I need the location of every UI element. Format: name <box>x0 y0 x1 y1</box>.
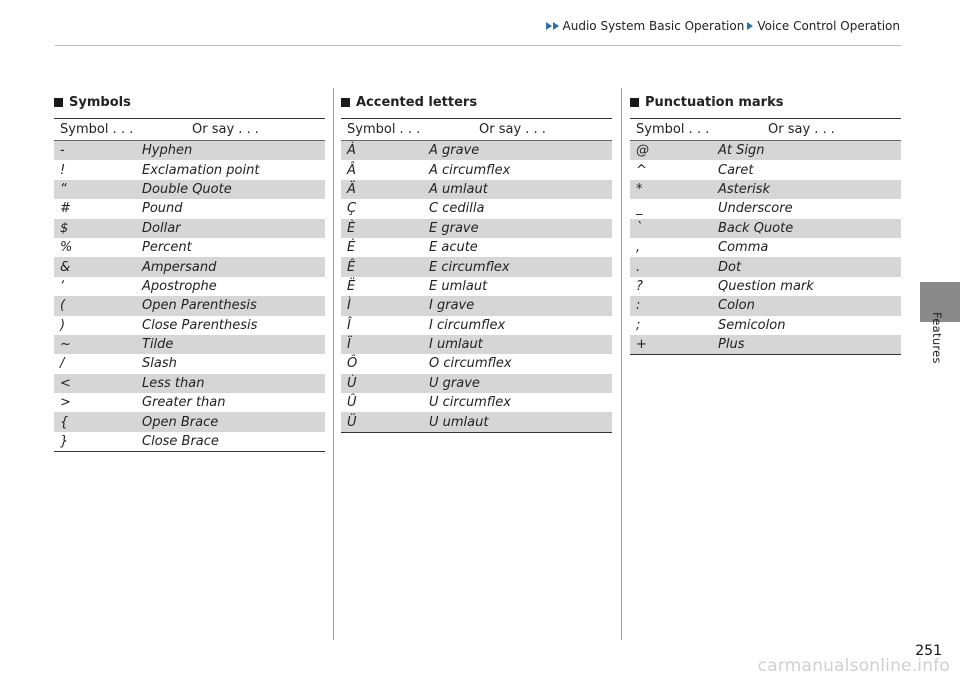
symbol-cell: Ù <box>347 375 357 391</box>
say-cell: Close Parenthesis <box>142 317 258 333</box>
say-cell: Apostrophe <box>142 278 217 294</box>
table-body <box>630 141 901 354</box>
arrow-icon <box>747 22 753 30</box>
say-cell: Percent <box>142 240 192 256</box>
say-cell: Greater than <box>142 395 226 411</box>
symbol-cell: * <box>636 181 643 197</box>
table-body <box>54 141 325 451</box>
symbol-cell: ^ <box>636 162 647 178</box>
say-cell: Less than <box>142 375 205 391</box>
table-row <box>341 219 612 238</box>
header-symbol: Symbol . . . <box>60 122 134 137</box>
symbol-cell: ? <box>636 278 643 294</box>
table-row <box>54 277 325 296</box>
table-row <box>54 354 325 373</box>
symbol-cell: Ç <box>347 201 357 217</box>
say-cell: A umlaut <box>429 181 488 197</box>
symbol-cell: { <box>60 414 69 430</box>
say-cell: Ampersand <box>142 259 217 275</box>
symbol-cell: ~ <box>60 337 71 353</box>
say-cell: E grave <box>429 220 479 236</box>
table-row <box>630 180 901 199</box>
say-cell: Semicolon <box>718 317 786 333</box>
symbol-cell: Ï <box>347 337 351 353</box>
table-row <box>54 257 325 276</box>
say-cell: A grave <box>429 143 480 159</box>
say-cell: Question mark <box>718 278 814 294</box>
table-row <box>630 219 901 238</box>
table-row <box>630 238 901 257</box>
arrow-icon <box>553 22 559 30</box>
table-row <box>54 160 325 179</box>
say-cell: Double Quote <box>142 181 232 197</box>
table-row <box>341 296 612 315</box>
table-row <box>341 160 612 179</box>
breadcrumb-item[interactable]: Audio System Basic Operation <box>562 19 745 33</box>
say-cell: E umlaut <box>429 278 488 294</box>
symbol-cell: % <box>60 240 73 256</box>
square-bullet-icon <box>54 98 63 107</box>
symbol-cell: Ë <box>347 278 356 294</box>
section-title <box>54 92 325 113</box>
square-bullet-icon <box>341 98 350 107</box>
say-cell: Back Quote <box>718 220 794 236</box>
say-cell: Exclamation point <box>142 162 260 178</box>
table-row <box>54 238 325 257</box>
symbols-table <box>54 118 325 452</box>
table-row <box>54 141 325 160</box>
symbol-cell: > <box>60 395 71 411</box>
table-row <box>630 316 901 335</box>
table-row <box>54 296 325 315</box>
accented-letters-table <box>341 118 612 433</box>
column-divider <box>333 88 334 640</box>
header-or-say: Or say . . . <box>768 122 835 137</box>
symbol-cell: # <box>60 201 71 217</box>
symbol-cell: Ì <box>347 298 351 314</box>
table-row <box>341 257 612 276</box>
table-row <box>630 277 901 296</box>
table-row <box>341 354 612 373</box>
table-row <box>630 199 901 218</box>
breadcrumb-item[interactable]: Voice Control Operation <box>757 19 900 33</box>
symbol-cell: Â <box>347 162 356 178</box>
say-cell: I umlaut <box>429 337 483 353</box>
symbol-cell: Ê <box>347 259 356 275</box>
section-title <box>630 92 901 113</box>
say-cell: Hyphen <box>142 143 193 159</box>
symbol-cell: Ô <box>347 356 358 372</box>
table-row <box>630 257 901 276</box>
table-row <box>630 160 901 179</box>
column-divider <box>621 88 622 640</box>
table-header <box>54 119 325 141</box>
symbol-cell: Ü <box>347 414 357 430</box>
punctuation-marks-section <box>630 92 901 355</box>
say-cell: Open Brace <box>142 414 219 430</box>
symbol-cell: Û <box>347 395 357 411</box>
symbol-cell: “ <box>60 181 67 197</box>
symbol-cell: ) <box>60 317 66 333</box>
say-cell: Plus <box>718 337 745 353</box>
section-title <box>341 92 612 113</box>
header-rule <box>55 45 901 46</box>
symbol-cell: À <box>347 143 356 159</box>
say-cell: C cedilla <box>429 201 485 217</box>
say-cell: Dot <box>718 259 742 275</box>
symbol-cell: ! <box>60 162 66 178</box>
say-cell: U circumflex <box>429 395 511 411</box>
section-title-text: Accented letters <box>356 95 478 110</box>
table-row <box>54 335 325 354</box>
symbol-cell: ‘ <box>60 278 65 294</box>
header-symbol: Symbol . . . <box>347 122 421 137</box>
say-cell: E circumflex <box>429 259 510 275</box>
symbol-cell: Ä <box>347 181 356 197</box>
symbol-cell: . <box>636 259 641 275</box>
say-cell: A circumflex <box>429 162 511 178</box>
symbol-cell: } <box>60 434 69 450</box>
table-row <box>341 412 612 431</box>
arrow-icon <box>546 22 552 30</box>
symbol-cell: ; <box>636 317 641 333</box>
say-cell: E acute <box>429 240 478 256</box>
table-row <box>54 316 325 335</box>
say-cell: Tilde <box>142 337 174 353</box>
table-row <box>341 238 612 257</box>
table-row <box>341 199 612 218</box>
say-cell: U grave <box>429 375 480 391</box>
table-row <box>54 180 325 199</box>
say-cell: Close Brace <box>142 434 219 450</box>
header-or-say: Or say . . . <box>192 122 259 137</box>
symbol-cell: È <box>347 220 356 236</box>
chapter-label: Features <box>930 312 944 364</box>
say-cell: U umlaut <box>429 414 489 430</box>
say-cell: Slash <box>142 356 177 372</box>
symbol-cell: + <box>636 337 647 353</box>
table-header <box>630 119 901 141</box>
page-number: 251 <box>915 643 942 659</box>
say-cell: Colon <box>718 298 755 314</box>
say-cell: Comma <box>718 240 769 256</box>
table-row <box>341 393 612 412</box>
table-row <box>54 412 325 431</box>
symbol-cell: < <box>60 375 71 391</box>
symbol-cell: , <box>636 240 641 256</box>
say-cell: Caret <box>718 162 754 178</box>
symbol-cell: : <box>636 298 641 314</box>
say-cell: Underscore <box>718 201 793 217</box>
symbol-cell: / <box>60 356 65 372</box>
say-cell: Dollar <box>142 220 181 236</box>
table-row <box>341 180 612 199</box>
table-row <box>54 432 325 451</box>
symbol-cell: ` <box>636 220 643 236</box>
punctuation-marks-table <box>630 118 901 355</box>
table-row <box>341 335 612 354</box>
say-cell: Asterisk <box>718 181 771 197</box>
symbol-cell: $ <box>60 220 69 236</box>
section-title-text: Symbols <box>69 95 131 110</box>
say-cell: At Sign <box>718 143 765 159</box>
breadcrumb <box>546 19 900 33</box>
symbol-cell: Î <box>347 317 351 333</box>
table-row <box>54 374 325 393</box>
table-row <box>54 199 325 218</box>
say-cell: Pound <box>142 201 183 217</box>
table-body <box>341 141 612 432</box>
symbol-cell: @ <box>636 143 649 159</box>
symbol-cell: É <box>347 240 356 256</box>
table-row <box>630 335 901 354</box>
table-row <box>341 277 612 296</box>
table-row <box>341 141 612 160</box>
table-row <box>341 316 612 335</box>
table-header <box>341 119 612 141</box>
symbol-cell: ( <box>60 298 66 314</box>
table-row <box>54 393 325 412</box>
table-row <box>54 219 325 238</box>
say-cell: O circumflex <box>429 356 512 372</box>
symbol-cell: _ <box>636 201 643 217</box>
watermark: carmanualsonline.info <box>757 656 950 676</box>
table-row <box>341 374 612 393</box>
accented-letters-section <box>341 92 612 433</box>
header-or-say: Or say . . . <box>479 122 546 137</box>
symbol-cell: & <box>60 259 71 275</box>
symbol-cell: - <box>60 143 65 159</box>
symbols-section <box>54 92 325 452</box>
square-bullet-icon <box>630 98 639 107</box>
header-symbol: Symbol . . . <box>636 122 710 137</box>
say-cell: I grave <box>429 298 475 314</box>
table-row <box>630 296 901 315</box>
say-cell: I circumflex <box>429 317 506 333</box>
say-cell: Open Parenthesis <box>142 298 257 314</box>
table-row <box>630 141 901 160</box>
section-title-text: Punctuation marks <box>645 95 784 110</box>
